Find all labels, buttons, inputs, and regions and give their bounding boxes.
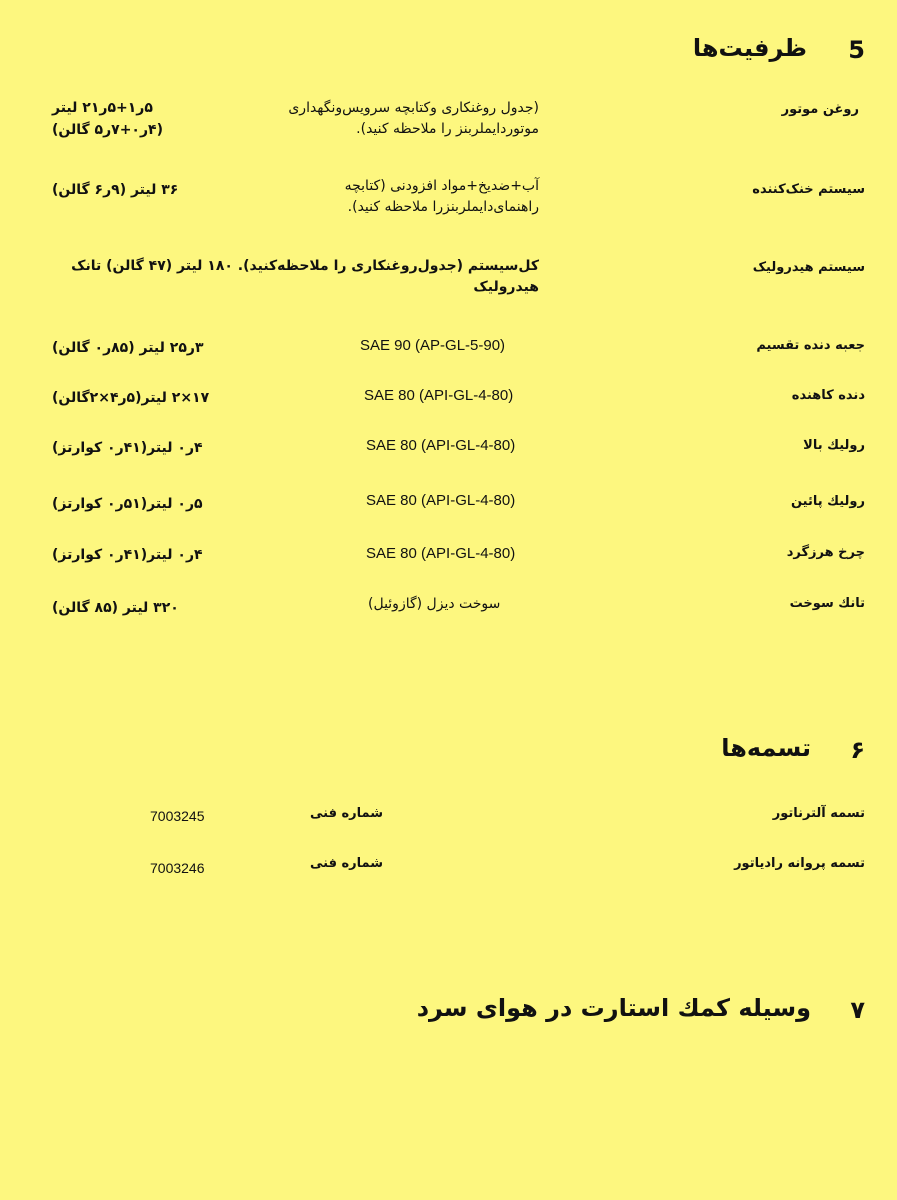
section-6-title: تسمه‌ها	[721, 734, 811, 762]
capacity-amount-engine-oil: ۵ر۱+۵ر۲۱ لیتر	[52, 100, 153, 116]
capacity-label-idler-wheel: چرخ هرزگرد	[786, 545, 865, 560]
capacity-desc-cooling: آب+ضدیخ+مواد افزودنی (کتابچه راهنمای‌دایملربنزرا ملاحظه کنید).	[344, 178, 539, 215]
section-6-number: ۶	[850, 736, 865, 764]
capacity-desc-hydraulic: کل‌سیستم (جدول‌روغنکاری را ملاحظه‌کنید). ۱۸۰ لیتر (۴۷ گالن) تانک هیدرولیک	[71, 258, 539, 295]
capacity-amount-transfer-case: ۳ر۲۵ لیتر (۸۵ر۰ گالن)	[52, 340, 204, 356]
section-7-title: وسیله کمك استارت در هوای سرد	[416, 994, 811, 1022]
capacity-label-cooling: سیستم خنک‌کننده	[752, 182, 865, 197]
capacity-label-reduction-gear: دنده کاهنده	[791, 388, 865, 403]
section-7-number: ۷	[850, 996, 865, 1024]
capacity-spec-bottom-roller: SAE 80 (API-GL-4-80)	[366, 492, 516, 509]
capacity-amount-fuel-tank: ۳۲۰ لیتر (۸۵ گالن)	[52, 600, 179, 616]
capacity-amount-bottom-roller: ۵ر۰ لیتر(۵۱ر۰ کوارتز)	[52, 496, 203, 512]
capacity-amount-cooling: ۳۶ لیتر (۹ر۶ گالن)	[52, 182, 179, 198]
belt-part-label-alternator: شماره فنی	[310, 806, 384, 821]
belt-label-alternator: تسمه آلترناتور	[772, 806, 865, 821]
capacity-label-top-roller: رولیك بالا	[803, 438, 865, 453]
capacity-label-engine-oil: روغن موتور	[781, 102, 859, 117]
capacity-label-bottom-roller: رولیك پائین	[790, 494, 865, 509]
capacity-label-fuel-tank: تانك سوخت	[789, 596, 865, 611]
belt-label-radiator-fan: تسمه پروانه رادیاتور	[734, 856, 865, 871]
capacity-label-transfer-case: جعبه دنده تقسیم	[756, 338, 865, 353]
capacity-amount-top-roller: ۴ر۰ لیتر(۴۱ر۰ کوارتز)	[52, 440, 203, 456]
capacity-desc-engine-oil: (جدول روغنکاری وکتابچه سرویس‌ونگهداری موتوردایملربنز را ملاحظه کنید).	[288, 100, 539, 137]
section-5-title: ظرفیت‌ها	[692, 34, 807, 62]
capacity-spec-top-roller: SAE 80 (API-GL-4-80)	[366, 437, 516, 454]
capacity-amount-idler-wheel: ۴ر۰ لیتر(۴۱ر۰ کوارتز)	[52, 547, 203, 563]
belt-part-label-radiator-fan: شماره فنی	[310, 856, 384, 871]
capacity-amount-engine-oil-gallons: (۴ر۰+۷ر۵ گالن)	[52, 122, 163, 138]
capacity-spec-fuel-tank: سوخت دیزل (گازوئیل)	[368, 596, 501, 612]
belt-part-number-alternator: 7003245	[150, 808, 205, 824]
section-5-number: 5	[848, 36, 865, 64]
capacity-spec-reduction-gear: SAE 80 (API-GL-4-80)	[364, 387, 514, 404]
belt-part-number-radiator-fan: 7003246	[150, 860, 205, 876]
capacity-label-hydraulic: سیستم هیدرولیک	[752, 260, 865, 275]
capacity-spec-transfer-case: SAE 90 (AP-GL-5-90)	[360, 337, 506, 354]
capacity-amount-reduction-gear: ۱۷×۲ لیتر(۵ر۴×۲گالن)	[52, 390, 210, 406]
capacity-spec-idler-wheel: SAE 80 (API-GL-4-80)	[366, 545, 516, 562]
